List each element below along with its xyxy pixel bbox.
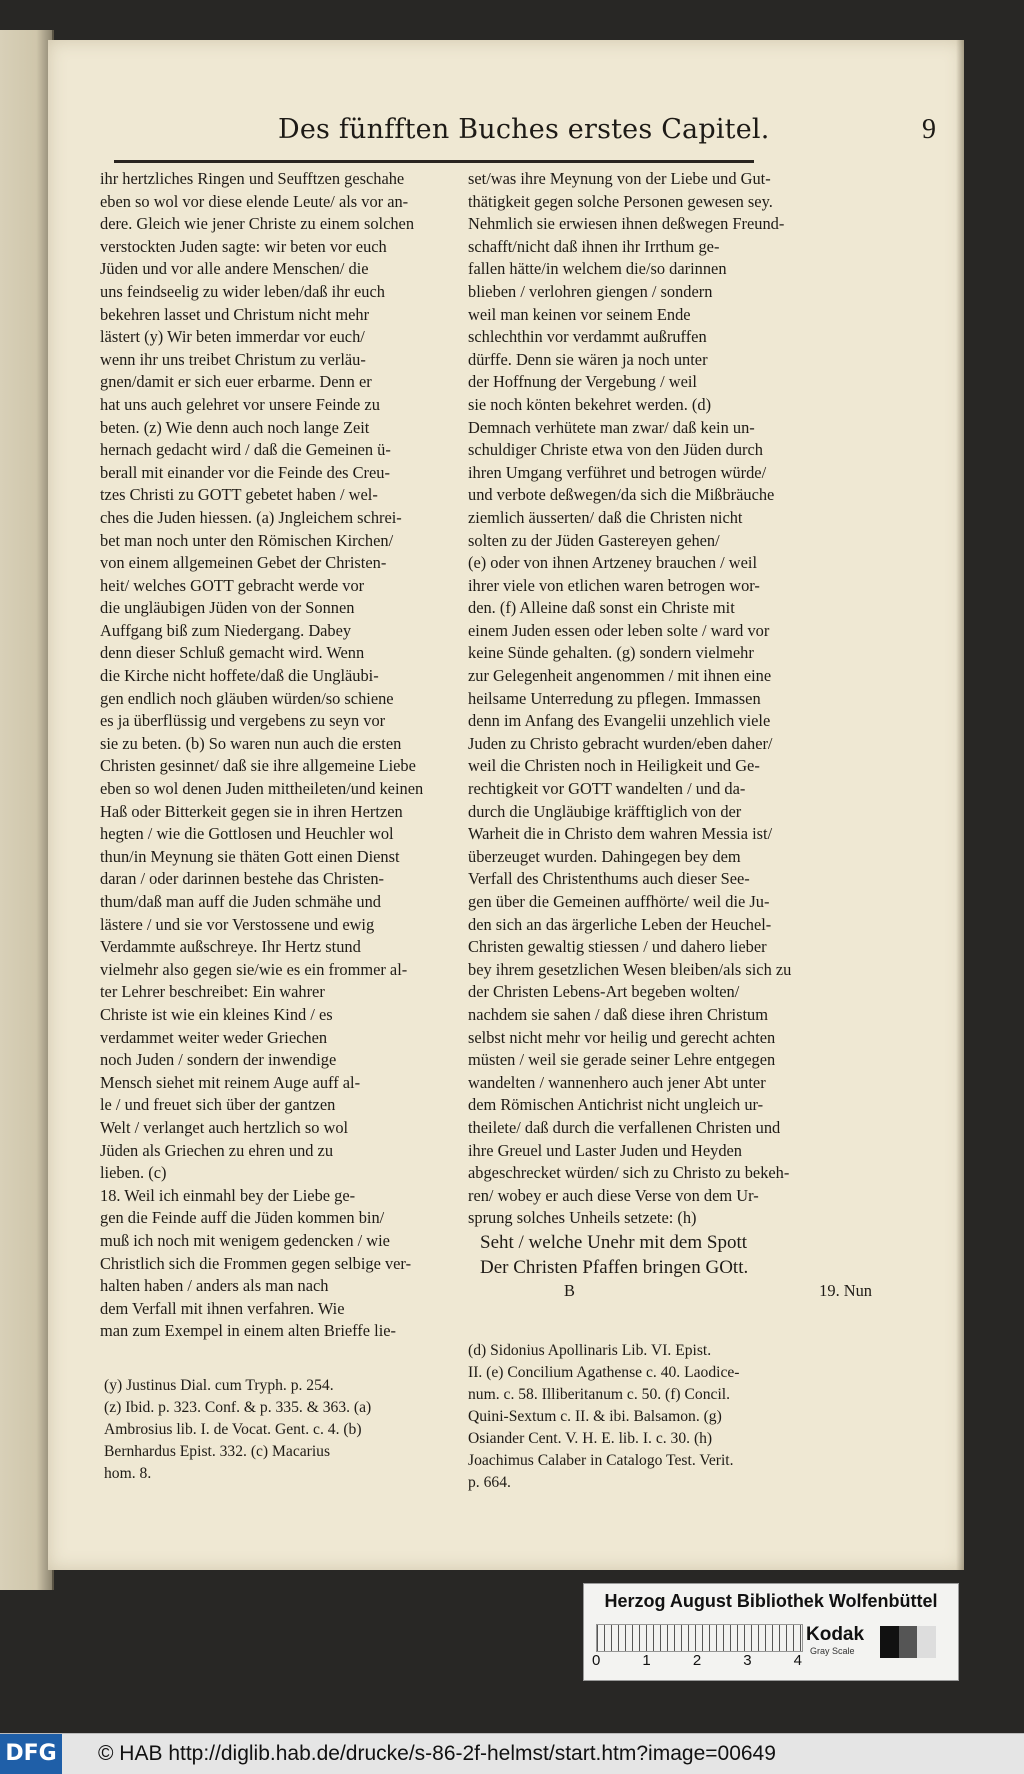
text-line: ihren Umgang verführet und betrogen würde/ [468,462,767,482]
footnote-line: (y) Justinus Dial. cum Tryph. p. 254. [104,1377,334,1394]
head-rule [114,160,754,163]
text-line: müsten / weil sie gerade seiner Lehre entgegen [468,1050,776,1070]
right-column-lines [468,168,872,1230]
ruler-number: 3 [743,1652,752,1669]
text-line: es ja überflüssig und vergebens zu seyn vor [100,711,386,731]
text-line: halten haben / anders als man nach [100,1276,329,1296]
text-line: bekehren lasset und Christum nicht mehr [100,304,370,324]
text-line: thum/daß man auff die Juden schmähe und [100,892,382,911]
book-page [48,40,964,1570]
text-line: weil die Christen noch in Heiligkeit und Ge- [468,756,760,776]
verse-line: Seht / welche Unehr mit dem Spott [480,1231,748,1253]
text-line: bet man noch unter den Römischen Kirchen/ [100,530,394,550]
text-line: ter Lehrer beschreibet: Ein wahrer [100,982,325,1002]
page-number: 9 [922,114,936,145]
text-line: und verbote deßwegen/da sich die Mißbräuche [468,485,775,505]
text-line: Jüden als Griechen zu ehren und zu [100,1140,334,1160]
text-line: wandelten / wannenhero auch jener Abt unter [468,1072,766,1092]
text-line: lieben. (c) [100,1163,167,1183]
dfg-logo: DFG [0,1734,62,1774]
footnote-line: Quini-Sextum c. II. & ibi. Balsamon. (g) [468,1408,722,1425]
text-line: ren/ wobey er auch diese Verse von dem Ur- [468,1185,759,1205]
text-line: dürffe. Denn sie wären ja noch unter [468,349,708,369]
text-line: der Hoffnung der Vergebung / weil [468,372,697,392]
ruler-numbers [592,1652,802,1669]
text-line: blieben / verlohren giengen / sondern [468,281,713,301]
text-line: heilsame Unterredung zu pflegen. Immassen [468,688,761,708]
text-line: Christen gewaltig stiessen / und dahero lieber [468,937,767,957]
text-line: zur Gelegenheit angenommen / mit ihnen eine [468,666,772,686]
color-calibration-card [583,1583,959,1681]
ruler-number: 4 [793,1652,802,1669]
text-line: ches die Juden hiessen. (a) Jngleichem schrei- [100,507,402,527]
text-line: verstockten Juden sagte: wir beten vor euch [100,236,387,256]
text-line: verdammet weiter weder Griechen [100,1027,328,1047]
text-line: eben so wol denen Juden mittheileten/und keinen [100,779,424,799]
right-text-column [468,168,872,1303]
left-page-edge [0,30,54,1590]
text-line: (e) oder von ihnen Artzeney brauchen / weil [468,553,757,573]
text-line: Haß oder Bitterkeit gegen sie in ihren Hertzen [100,801,403,821]
text-line: wenn ihr uns treibet Christum zu verläu- [100,349,366,369]
text-line: denn dieser Schluß gemacht wird. Wenn [100,643,365,663]
ruler-number: 0 [592,1652,601,1669]
ruler-number: 1 [642,1652,651,1669]
text-line: 18. Weil ich einmahl bey der Liebe ge- [100,1185,356,1205]
text-line: selbst nicht mehr vor heilig und gerecht achten [468,1027,776,1047]
text-line: thätigkeit gegen solche Personen gewesen sey. [468,191,773,211]
text-line: schafft/nicht daß ihnen ihr Irrthum ge- [468,236,720,256]
text-line: Christe ist wie ein kleines Kind / es [100,1004,333,1024]
verse-block [480,1230,872,1280]
text-line: thun/in Meynung sie thäten Gott einen Dienst [100,846,400,866]
text-line: denn im Anfang des Evangelii unzehlich viele [468,711,771,731]
text-line: ihre Greuel und Laster Juden und Heyden [468,1140,742,1160]
text-line: nachdem sie sahen / daß diese ihren Christum [468,1004,768,1024]
text-line: le / und freuet sich über der gantzen [100,1095,336,1115]
library-name: Herzog August Bibliothek Wolfenbüttel [604,1591,938,1611]
footnote-line: p. 664. [468,1474,511,1491]
signature-row [468,1280,872,1303]
text-line: sie zu beten. (b) So waren nun auch die ersten [100,733,402,753]
footer-bar [0,1733,1024,1774]
text-line: Nehmlich sie erwiesen ihnen deßwegen Freund- [468,214,785,234]
text-line: gen die Feinde auff die Jüden kommen bin/ [100,1208,385,1228]
text-line: lästert (y) Wir beten immerdar vor euch/ [100,327,365,347]
text-line: einem Juden essen oder leben solte / ward vor [468,620,770,640]
text-line: dere. Gleich wie jener Christe zu einem solchen [100,214,415,234]
text-line: keine Sünde gehalten. (g) sondern vielmehr [468,643,754,663]
text-line: man zum Exempel in einem alten Brieffe lie- [100,1321,396,1341]
text-line: ziemlich äusserten/ daß die Christen nicht [468,507,743,527]
text-line: die Kirche nicht hoffete/daß die Ungläubi- [100,666,379,686]
text-line: ihrer viele von etlichen waren betrogen wor- [468,575,760,595]
text-line: den. (f) Alleine daß sonst ein Christe mit [468,598,735,618]
text-line: set/was ihre Meynung von der Liebe und Gut- [468,169,771,188]
text-line: Verdammte außschreye. Ihr Hertz stund [100,937,361,957]
signature-mark: B [564,1280,575,1300]
text-line: die ungläubigen Jüden von der Sonnen [100,598,355,618]
kodak-gray-scale [806,1624,946,1664]
scale-ruler [596,1624,803,1652]
text-line: Juden zu Christo gebracht wurden/eben daher/ [468,733,773,753]
text-line: daran / oder darinnen bestehe das Christen- [100,869,385,889]
gray-patches [880,1626,936,1658]
text-line: ihr hertzliches Ringen und Seufftzen geschahe [100,169,405,188]
text-line: noch Juden / sondern der inwendige [100,1050,337,1070]
footnotes-left [104,1375,474,1485]
text-line: theilete/ daß durch die verfallenen Christen und [468,1117,781,1137]
text-line: Welt / verlanget auch hertzlich so wol [100,1117,349,1137]
text-line: der Christen Lebens-Art begeben wolten/ [468,982,740,1002]
copyright-url[interactable]: © HAB http://diglib.hab.de/drucke/s-86-2f-helmst/start.htm?image=00649 [98,1742,776,1765]
footnote-line: num. c. 58. Illiberitanum c. 50. (f) Concil. [468,1386,731,1403]
text-line: Demnach verhütete man zwar/ daß kein un- [468,417,755,437]
text-line: schuldiger Christe etwa von den Jüden durch [468,440,763,460]
text-line: heit/ welches GOTT gebracht werde vor [100,575,365,595]
running-head: Des fünfften Buches erstes Capitel. [278,114,770,145]
text-line: beten. (z) Wie denn auch noch lange Zeit [100,417,370,437]
text-line: fallen hätte/in welchem die/so darinnen [468,259,727,279]
text-line: solten zu der Jüden Gastereyen gehen/ [468,530,720,550]
footnote-line: (d) Sidonius Apollinaris Lib. VI. Epist. [468,1342,712,1359]
text-line: Warheit die in Christo dem wahren Messia ist/ [468,824,773,844]
text-line: weil man keinen vor seinem Ende [468,304,691,324]
text-line: den sich an das ärgerliche Leben der Heuchel- [468,914,772,934]
kodak-label: Kodak [806,1624,865,1645]
text-line: Jüden und vor alle andere Menschen/ die [100,259,369,279]
text-line: von einem allgemeinen Gebet der Christen- [100,553,387,573]
footnote-line: II. (e) Concilium Agathense c. 40. Laodice- [468,1364,740,1381]
text-line: Verfall des Christenthums auch dieser See- [468,869,750,889]
footnote-line: Ambrosius lib. I. de Vocat. Gent. c. 4. (b) [104,1421,362,1438]
catchword: 19. Nun [819,1280,872,1300]
footnote-line: (z) Ibid. p. 323. Conf. & p. 335. & 363. (a) [104,1399,372,1416]
footnote-line: Osiander Cent. V. H. E. lib. I. c. 30. (h) [468,1430,713,1447]
text-line: Auffgang biß zum Niedergang. Dabey [100,620,352,640]
left-text-column [100,168,474,1343]
text-line: überzeuget wurden. Dahingegen bey dem [468,846,741,866]
text-line: dem Verfall mit ihnen verfahren. Wie [100,1298,345,1318]
text-line: gnen/damit er sich euer erbarme. Denn er [100,372,372,392]
text-line: lästere / und sie vor Verstossene und ewig [100,914,375,934]
text-line: Christlich sich die Frommen gegen selbige ver- [100,1253,412,1273]
text-line: sprung solches Unheils setzete: (h) [468,1208,697,1228]
text-line: gen endlich noch gläuben würden/so schiene [100,688,394,708]
text-line: hernach gedacht wird / daß die Gemeinen ü- [100,440,391,460]
text-line: abgeschrecket würden/ sich zu Christo zu bekeh- [468,1163,790,1183]
text-line: durch die Ungläubige kräfftiglich von der [468,801,742,821]
text-line: Mensch siehet mit reinem Auge auff al- [100,1072,361,1092]
text-line: hegten / wie die Gottlosen und Heuchler wol [100,824,394,844]
text-line: Christen gesinnet/ daß sie ihre allgemeine Liebe [100,756,416,776]
text-line: hat uns auch gelehret vor unsere Feinde zu [100,394,380,414]
footnote-line: hom. 8. [104,1465,152,1482]
text-line: gen über die Gemeinen auffhörte/ weil die Ju- [468,892,770,911]
footnotes-right [468,1340,872,1494]
kodak-sub-label: Gray Scale [810,1646,855,1656]
text-line: dem Römischen Antichrist nicht ungleich ur- [468,1095,764,1115]
text-line: eben so wol vor diese elende Leute/ als vor an- [100,191,409,211]
ruler-number: 2 [692,1652,702,1669]
text-line: tzes Christi zu GOTT gebetet haben / wel- [100,485,378,505]
text-line: bey ihrem gesetzlichen Wesen bleiben/als sich zu [468,959,792,979]
text-line: berall mit einander vor die Feinde des Creu- [100,462,390,482]
text-line: schlechthin vor verdammt außruffen [468,327,707,347]
text-line: uns feindseelig zu wider leben/daß ihr euch [100,281,385,301]
text-line: vielmehr also gegen sie/wie es ein frommer al- [100,959,408,979]
text-line: sie noch könten bekehret werden. (d) [468,394,712,414]
footnote-line: Bernhardus Epist. 332. (c) Macarius [104,1443,331,1460]
footnote-line: Joachimus Calaber in Catalogo Test. Verit. [468,1452,734,1469]
text-line: rechtigkeit vor GOTT wandelten / und da- [468,779,746,799]
text-line: muß ich noch mit wenigem gedencken / wie [100,1230,390,1250]
verse-line: Der Christen Pfaffen bringen GOtt. [480,1256,749,1278]
